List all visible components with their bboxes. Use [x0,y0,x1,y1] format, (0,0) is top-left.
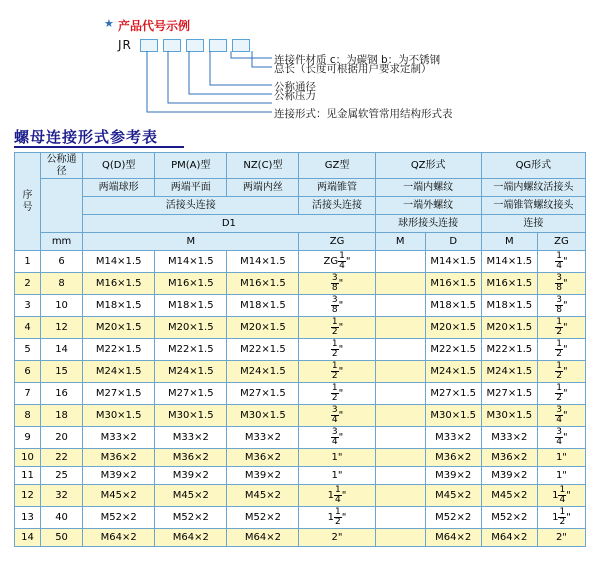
cell-qz-m [375,467,425,485]
cell-qz-d: M20×1.5 [425,317,481,339]
cell-dn: 18 [41,405,83,427]
table-row [15,273,586,295]
table-header-row [15,153,586,179]
header-qg-conn: 连接 [481,215,585,233]
cell-pm: M39×2 [155,467,227,485]
cell-pm: M27×1.5 [155,383,227,405]
cell-nz: M30×1.5 [227,405,299,427]
cell-dn: 15 [41,361,83,383]
header-seq [15,153,41,251]
header-nz-desc: 两端内丝 [227,179,299,197]
cell-dn: 6 [41,251,83,273]
cell-q: M39×2 [83,467,155,485]
legend-title: 产品代号示例 [118,19,191,33]
cell-dn: 14 [41,339,83,361]
table-header-row [15,197,586,215]
cell-gz: 1 $\frac{1}{2}$ " [299,507,375,529]
cell-qg-m: M30×1.5 [481,405,537,427]
cell-pm: M14×1.5 [155,251,227,273]
cell-qg-m: M36×2 [481,449,537,467]
cell-q: M45×2 [83,485,155,507]
header-qz-desc: 一端内螺纹 [375,179,481,197]
cell-nz: M22×1.5 [227,339,299,361]
cell-qz-d: M14×1.5 [425,251,481,273]
cell-qz-m [375,317,425,339]
cell-nz: M20×1.5 [227,317,299,339]
cell-nz: M52×2 [227,507,299,529]
cell-q: M22×1.5 [83,339,155,361]
cell-dn: 22 [41,449,83,467]
cell-nz: M36×2 [227,449,299,467]
header-gz-desc: 两端锥管 [299,179,375,197]
cell-qz-d: M22×1.5 [425,339,481,361]
table-body [15,251,586,547]
table-row [15,485,586,507]
cell-qg-m: M18×1.5 [481,295,537,317]
cell-qg-m: M22×1.5 [481,339,537,361]
header-unit-zg: ZG [299,233,375,251]
cell-qg-zg: $\frac{3}{8}$ " [537,295,585,317]
cell-seq: 1 [15,251,41,273]
cell-qg-zg: 1" [537,467,585,485]
cell-nz: M64×2 [227,529,299,547]
header-d1-label: D1 [83,215,376,233]
header-type-qz: QZ形式 [375,153,481,179]
cell-qz-d: M30×1.5 [425,405,481,427]
cell-seq: 11 [15,467,41,485]
header-qz-ball: 球形接头连接 [375,215,481,233]
cell-qz-m [375,507,425,529]
table-row [15,361,586,383]
cell-q: M20×1.5 [83,317,155,339]
cell-q: M64×2 [83,529,155,547]
header-dn-sub [41,179,83,233]
cell-q: M30×1.5 [83,405,155,427]
cell-pm: M20×1.5 [155,317,227,339]
table-row [15,251,586,273]
cell-qz-d: M64×2 [425,529,481,547]
cell-dn: 40 [41,507,83,529]
header-type-q: Q(D)型 [83,153,155,179]
header-type-nz: NZ(C)型 [227,153,299,179]
legend-item-nominal-diameter: 公称通径 [274,81,316,93]
cell-nz: M39×2 [227,467,299,485]
cell-qg-m: M52×2 [481,507,537,529]
header-unit-qg-zg: ZG [537,233,585,251]
cell-qz-m [375,449,425,467]
table-row [15,467,586,485]
table-row [15,295,586,317]
cell-qg-m: M33×2 [481,427,537,449]
cell-qz-d: M39×2 [425,467,481,485]
cell-qz-m [375,339,425,361]
cell-gz: $\frac{3}{4}$ " [299,427,375,449]
header-type-pm: PM(A)型 [155,153,227,179]
cell-seq: 9 [15,427,41,449]
cell-q: M24×1.5 [83,361,155,383]
cell-gz: $\frac{1}{2}$ " [299,339,375,361]
cell-qg-m: M39×2 [481,467,537,485]
cell-dn: 20 [41,427,83,449]
header-left-union: 活接头连接 [83,197,299,215]
legend-item-length: 总长（长度可根据用户要求定制） [274,63,432,75]
cell-pm: M30×1.5 [155,405,227,427]
cell-qz-m [375,485,425,507]
header-q-desc: 两端球形 [83,179,155,197]
header-qz-thread: 一端外螺纹 [375,197,481,215]
table-row [15,449,586,467]
cell-seq: 14 [15,529,41,547]
cell-dn: 25 [41,467,83,485]
cell-qg-zg: $\frac{1}{2}$ " [537,383,585,405]
cell-qz-d: M16×1.5 [425,273,481,295]
table-row [15,383,586,405]
cell-dn: 32 [41,485,83,507]
cell-qz-m [375,427,425,449]
cell-qg-m: M27×1.5 [481,383,537,405]
header-unit-qg-m: M [481,233,537,251]
cell-gz: 1" [299,467,375,485]
cell-pm: M33×2 [155,427,227,449]
cell-q: M14×1.5 [83,251,155,273]
cell-qz-d: M52×2 [425,507,481,529]
cell-qg-zg: 2" [537,529,585,547]
cell-pm: M16×1.5 [155,273,227,295]
cell-qg-zg: $\frac{1}{2}$ " [537,339,585,361]
star-icon: ★ [104,17,114,30]
cell-pm: M64×2 [155,529,227,547]
title-underline [14,146,184,148]
cell-qz-d: M27×1.5 [425,383,481,405]
header-pm-desc: 两端平面 [155,179,227,197]
table-row [15,405,586,427]
cell-qg-m: M16×1.5 [481,273,537,295]
cell-qg-zg: $\frac{3}{4}$ " [537,427,585,449]
cell-gz: $\frac{3}{8}$ " [299,295,375,317]
cell-qg-m: M64×2 [481,529,537,547]
cell-qz-m [375,361,425,383]
cell-qg-zg: 1 $\frac{1}{4}$ " [537,485,585,507]
header-unit-mm: mm [41,233,83,251]
cell-nz: M16×1.5 [227,273,299,295]
header-type-qg: QG形式 [481,153,585,179]
cell-qg-m: M24×1.5 [481,361,537,383]
section-title: 螺母连接形式参考表 [14,128,159,146]
product-code-prefix: JR [118,38,132,52]
cell-gz: $\frac{1}{2}$ " [299,361,375,383]
nut-connection-table [14,152,586,547]
cell-qz-d: M18×1.5 [425,295,481,317]
cell-qz-m [375,273,425,295]
header-qg-thread: 一端锥管螺纹接头 [481,197,585,215]
cell-pm: M36×2 [155,449,227,467]
cell-seq: 3 [15,295,41,317]
cell-gz: $\frac{3}{4}$ " [299,405,375,427]
cell-qz-m [375,405,425,427]
cell-seq: 6 [15,361,41,383]
cell-dn: 50 [41,529,83,547]
cell-qz-m [375,295,425,317]
header-qg-desc: 一端内螺纹活接头 [481,179,585,197]
cell-qg-zg: $\frac{1}{4}$ " [537,251,585,273]
cell-seq: 4 [15,317,41,339]
table-row [15,529,586,547]
cell-pm: M52×2 [155,507,227,529]
cell-qz-d: M36×2 [425,449,481,467]
header-unit-m: M [83,233,299,251]
cell-nz: M45×2 [227,485,299,507]
cell-qg-zg: 1" [537,449,585,467]
cell-qz-m [375,529,425,547]
table-row [15,507,586,529]
cell-dn: 16 [41,383,83,405]
cell-dn: 8 [41,273,83,295]
cell-q: M18×1.5 [83,295,155,317]
cell-qg-zg: $\frac{1}{2}$ " [537,317,585,339]
cell-nz: M27×1.5 [227,383,299,405]
cell-qg-zg: 1 $\frac{1}{2}$ " [537,507,585,529]
cell-qg-zg: $\frac{3}{8}$ " [537,273,585,295]
table-header-row [15,215,586,233]
table-row [15,339,586,361]
legend-item-connection-type: 连接形式：见金属软管常用结构形式表 [274,108,453,120]
cell-qg-m: M20×1.5 [481,317,537,339]
header-dn: 公称通径 [41,153,83,179]
cell-gz: $\frac{1}{2}$ " [299,317,375,339]
cell-seq: 7 [15,383,41,405]
cell-qg-m: M45×2 [481,485,537,507]
cell-q: M36×2 [83,449,155,467]
cell-nz: M33×2 [227,427,299,449]
legend-item-material: 连接件材质 c：为碳钢 b：为不锈钢 [274,54,441,66]
cell-qz-d: M24×1.5 [425,361,481,383]
cell-gz: $\frac{1}{2}$ " [299,383,375,405]
cell-gz: 1" [299,449,375,467]
cell-qg-zg: $\frac{1}{2}$ " [537,361,585,383]
cell-gz: ZG $\frac{1}{4}$ " [299,251,375,273]
cell-qz-d: M33×2 [425,427,481,449]
cell-qz-m [375,251,425,273]
cell-q: M27×1.5 [83,383,155,405]
cell-qg-zg: $\frac{3}{4}$ " [537,405,585,427]
cell-pm: M22×1.5 [155,339,227,361]
cell-seq: 10 [15,449,41,467]
cell-qz-d: M45×2 [425,485,481,507]
cell-q: M16×1.5 [83,273,155,295]
cell-gz: 2" [299,529,375,547]
cell-nz: M14×1.5 [227,251,299,273]
header-unit-qz-m: M [375,233,425,251]
cell-qg-m: M14×1.5 [481,251,537,273]
cell-seq: 5 [15,339,41,361]
cell-seq: 13 [15,507,41,529]
table-row [15,427,586,449]
table-header-row [15,233,586,251]
cell-seq: 8 [15,405,41,427]
table-header-row [15,179,586,197]
cell-nz: M18×1.5 [227,295,299,317]
cell-nz: M24×1.5 [227,361,299,383]
table-row [15,317,586,339]
cell-dn: 10 [41,295,83,317]
cell-q: M33×2 [83,427,155,449]
product-code-legend [0,0,600,120]
cell-pm: M24×1.5 [155,361,227,383]
cell-dn: 12 [41,317,83,339]
cell-seq: 2 [15,273,41,295]
header-gz-union: 活接头连接 [299,197,375,215]
header-seq-label: 序 号 [22,190,33,213]
header-unit-qz-d: D [425,233,481,251]
cell-gz: $\frac{3}{8}$ " [299,273,375,295]
cell-qz-m [375,383,425,405]
cell-gz: 1 $\frac{1}{4}$ " [299,485,375,507]
cell-pm: M45×2 [155,485,227,507]
legend-item-nominal-pressure: 公称压力 [274,90,316,102]
cell-seq: 12 [15,485,41,507]
cell-q: M52×2 [83,507,155,529]
header-type-gz: GZ型 [299,153,375,179]
cell-pm: M18×1.5 [155,295,227,317]
